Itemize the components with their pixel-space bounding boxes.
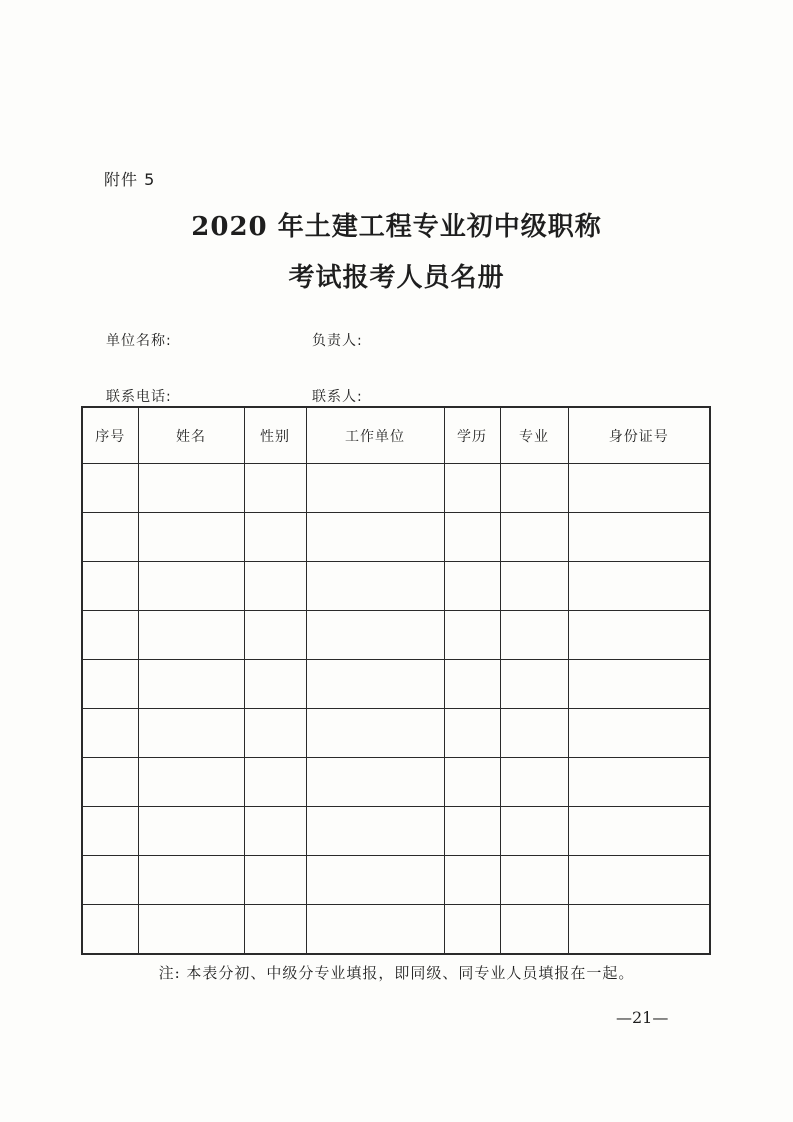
table-cell [500, 856, 568, 905]
table-row [82, 611, 710, 660]
header-gender: 性别 [244, 407, 306, 464]
contact-person-label: 联系人: [312, 389, 363, 405]
table-cell [568, 464, 710, 513]
table-cell [82, 611, 138, 660]
table-cell [444, 660, 500, 709]
table-cell [568, 807, 710, 856]
table-cell [306, 709, 444, 758]
table-cell [82, 709, 138, 758]
table-cell [500, 513, 568, 562]
document-title-line-1: 2020 年土建工程专业初中级职称 [191, 212, 602, 242]
table-cell [138, 513, 244, 562]
table-cell [444, 562, 500, 611]
footnote: 注: 本表分初、中级分专业填报，即同级、同专业人员填报在一起。 [158, 964, 635, 982]
table-cell [82, 758, 138, 807]
table-row [82, 856, 710, 905]
table-cell [306, 611, 444, 660]
table-cell [444, 464, 500, 513]
table-cell [138, 464, 244, 513]
table-cell [82, 905, 138, 955]
table-row [82, 905, 710, 955]
table-cell [306, 856, 444, 905]
table-cell [244, 562, 306, 611]
table-row [82, 709, 710, 758]
table-cell [568, 856, 710, 905]
table-cell [306, 464, 444, 513]
table-cell [138, 856, 244, 905]
attachment-label: 附件 5 [104, 170, 156, 189]
table-cell [500, 660, 568, 709]
table-cell [568, 758, 710, 807]
registration-roster-table [81, 406, 711, 955]
table-cell [82, 856, 138, 905]
table-cell [306, 905, 444, 955]
table-cell [82, 464, 138, 513]
table-cell [500, 807, 568, 856]
header-work-unit: 工作单位 [306, 407, 444, 464]
table-cell [306, 807, 444, 856]
table-cell [500, 562, 568, 611]
table-cell [138, 905, 244, 955]
table-row [82, 562, 710, 611]
table-row [82, 513, 710, 562]
header-major: 专业 [500, 407, 568, 464]
header-name: 姓名 [138, 407, 244, 464]
header-id-number: 身份证号 [568, 407, 710, 464]
document-title-line-2: 考试报考人员名册 [288, 263, 505, 293]
contact-phone-label: 联系电话: [106, 389, 172, 405]
table-cell [138, 709, 244, 758]
person-in-charge-label: 负责人: [312, 333, 363, 349]
table-cell [244, 709, 306, 758]
table-cell [568, 905, 710, 955]
table-cell [568, 562, 710, 611]
table-cell [82, 562, 138, 611]
table-cell [244, 464, 306, 513]
table-cell [306, 513, 444, 562]
table-body [82, 464, 710, 955]
table-cell [244, 660, 306, 709]
table-cell [444, 905, 500, 955]
table-cell [568, 660, 710, 709]
header-serial-number: 序号 [82, 407, 138, 464]
table-cell [306, 660, 444, 709]
page-number: —21— [616, 1008, 669, 1027]
table-cell [444, 807, 500, 856]
header-education: 学历 [444, 407, 500, 464]
table-cell [500, 464, 568, 513]
table-cell [138, 758, 244, 807]
table-cell [500, 758, 568, 807]
table-cell [82, 807, 138, 856]
table-header-row [82, 407, 710, 464]
table-cell [244, 905, 306, 955]
table-cell [244, 758, 306, 807]
table-row [82, 660, 710, 709]
table-cell [82, 660, 138, 709]
table-cell [244, 856, 306, 905]
unit-name-label: 单位名称: [106, 333, 172, 349]
table-cell [138, 807, 244, 856]
table-cell [444, 856, 500, 905]
table-cell [568, 611, 710, 660]
table-cell [82, 513, 138, 562]
table-cell [306, 562, 444, 611]
table-cell [138, 562, 244, 611]
table-row [82, 758, 710, 807]
table-cell [138, 611, 244, 660]
table-cell [244, 513, 306, 562]
table-cell [444, 611, 500, 660]
table-cell [444, 709, 500, 758]
table-cell [500, 611, 568, 660]
table-row [82, 464, 710, 513]
table-cell [568, 709, 710, 758]
table-cell [500, 905, 568, 955]
table-cell [138, 660, 244, 709]
table-cell [244, 807, 306, 856]
table-cell [244, 611, 306, 660]
table-row [82, 807, 710, 856]
table-cell [306, 758, 444, 807]
table-cell [568, 513, 710, 562]
table-cell [444, 758, 500, 807]
table-cell [444, 513, 500, 562]
table-cell [500, 709, 568, 758]
